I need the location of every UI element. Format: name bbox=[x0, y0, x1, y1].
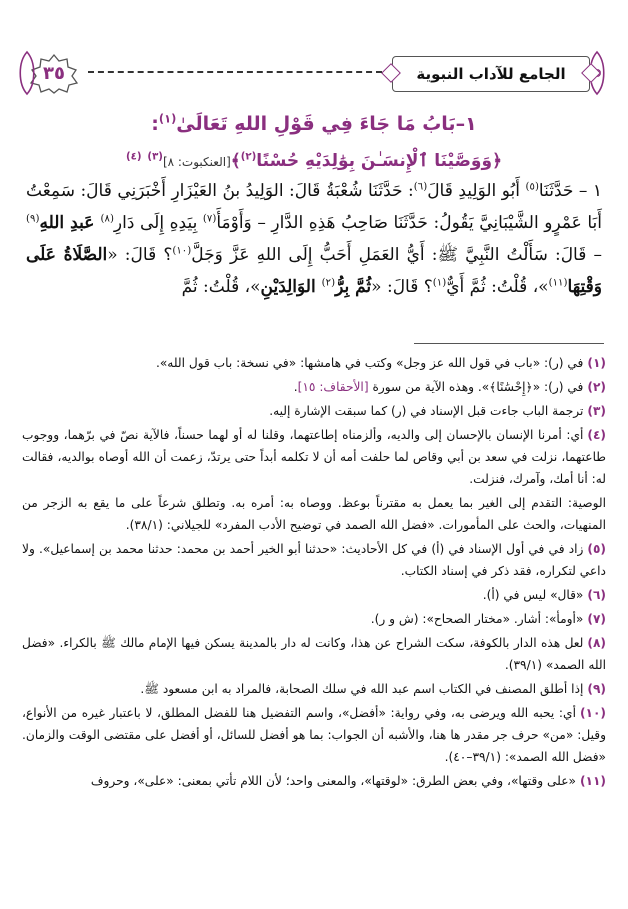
footnote-ref[interactable]: (٣) bbox=[147, 151, 163, 163]
book-title: الجامع للآداب النبوية bbox=[392, 56, 590, 92]
footnote-item: (٨)لعل هذه الدار بالكوفة، سكت الشراح عن هذا، وكانت له دار بالمدينة يسكن فيها الإمام مالك ﷺ بالكراء. «فضل الله الصمد» (٣٩/١). bbox=[22, 636, 606, 672]
header-ornament-left-icon bbox=[14, 50, 40, 96]
footnote-ref[interactable]: (٢) bbox=[240, 151, 257, 163]
quran-verse: ﴿وَوَصَّيْنَا ٱلْإِنسَـٰنَ بِوَٰلِدَيْهِ حُسْنًا$^{(٢)}$﴾[العنكبوت: ٨]$^{(٣)}$ $^{(٤)}$ bbox=[125, 151, 503, 171]
page-header bbox=[18, 50, 610, 96]
footnote-item: (١٠)أي: يحبه الله ويرضى به، وفي رواية: «أفضل»، واسم التفضيل هنا للفضل المطلق، لا باعتبار غيره من الأنواع، وقيل: «من» حرف جر مقدر ها هنا، والأشبه أن الجواب: بما هو أفضل للسائل، أو أفضل على مقتضى الوقت والزمان. «فضل الله الصمد»: (٣٩/١–٤٠). bbox=[22, 706, 606, 764]
header-dashed-divider bbox=[88, 71, 382, 73]
footnote-item: (١١)«على وقتها»، وفي بعض الطرق: «لوقتها»، والمعنى واحد؛ لأن اللام تأتي بمعنى: «على»، وحروف bbox=[90, 774, 606, 788]
verse-reference: [العنكبوت: ٨] bbox=[162, 155, 231, 169]
footnote-item: (٢)في (ر): «﴿إِحْسَٰنًا﴾». وهذه الآية من سورة [الأحقاف: ١٥]. bbox=[293, 380, 606, 394]
footnote-ref[interactable]: (١٠) bbox=[172, 245, 192, 257]
footnote-ref[interactable]: (٧) bbox=[202, 213, 217, 225]
footnote-separator bbox=[414, 343, 604, 344]
footnote-item: (٩)إذا أطلق المصنف في الكتاب اسم عبد الله في سلك الصحابة، فالمراد به ابن مسعود ﷺ. bbox=[140, 682, 606, 696]
footnote-continuation: الوصية: التقدم إلى الغير بما يعمل به مقترناً بوعظ. ووصاه به: أمره به. وتطلق شرعاً على ما يقع به الزجر من المنهيات، والحث على المأمورات. «فضل الله الصمد في توضيح الأدب المفرد» للجيلاني: (٣٨/١). bbox=[22, 496, 606, 532]
chapter-title: ١–بَابُ مَا جَاءَ فِي قَوْلِ اللهِ تَعَالَىٰ$^{(١)}$: bbox=[151, 111, 477, 135]
footnote-ref[interactable]: (٨) bbox=[100, 213, 114, 225]
page-number: ٣٥ bbox=[43, 62, 65, 84]
footnote-ref[interactable]: (٦) bbox=[413, 181, 428, 193]
footnote-ref[interactable]: (٤) bbox=[125, 151, 142, 163]
footnote-item: (٤)أي: أمرنا الإنسان بالإحسان إلى والديه، وألزمناه إطاعتهما، وقلنا له أو لهما حسناً، فالآية نصّ في برّهما، ووجوب طاعتهما، نزلت في سعد بن أبي وقاص لما حلفت أمه أن لا تكلمه أبداً حتى يرتدّ، زعمت أن الله أوصاه بوالديه، فقالت له: أنا أمك، وآمرك، فنزلت. bbox=[22, 428, 606, 486]
footnote-item: (١)في (ر): «باب في قول الله عز وجل» وكتب في هامشها: «في نسخة: باب قول الله». bbox=[155, 356, 606, 370]
hadith-text: ١ – حَدَّثَنَا$^{(٥)}$ أَبُو الوَلِيدِ قَالَ$^{(٦)}$: حَدَّثَنَا شُعْبَةُ قَالَ: الوَلِيدُ بنُ العَيْزَارِ أَخْبَرَنِي قَالَ: سَمِعْتُ أَبَا عَمْرٍو الشَّيْبَانِيَّ يَقُولُ: حَدَّثَنَا صَاحِبُ هَذِهِ الدَّارِ – وَأَوْمَأَ$^{(٧)}$ بِيَدِهِ إِلَى دَارِ$^{(٨)}$ عَبدِ اللهِ$^{(٩)}$ – قَالَ: سَأَلْتُ النَّبِيَّ ﷺ: أَيُّ العَمَلِ أَحَبُّ إِلَى اللهِ عَزَّ وَجَلَّ$^{(١٠)}$؟ قَالَ: «الصَّلَاةُ عَلَى وَقْتِهَا$^{(١١)}$»، قُلْتُ: ثُمَّ أَيٌّ$^{(١)}$؟ قَالَ: «ثُمَّ بِرُّ$^{(٢)}$ الوَالِدَيْنِ»، قُلْتُ: ثُمَّ bbox=[26, 181, 603, 297]
footnote-item: (٦)«قال» ليس في (أ). bbox=[482, 588, 606, 602]
footnote-item: (٥)زاد في في أول الإسناد في (أ) في كل الأحاديث: «حدثنا أبو الخير أحمد بن محمد: حدثنا محمد بن إسماعيل». ولا داعي لتكراره، فقد ذكر في إسناد الكتاب. bbox=[22, 542, 606, 578]
footnote-ref[interactable]: (٢) bbox=[321, 277, 336, 289]
footnote-ref[interactable]: (١١) bbox=[548, 277, 568, 289]
footnotes bbox=[22, 352, 606, 794]
footnote-item: (٧)«أومأ»: أشار. «مختار الصحاح»: (ش و ر). bbox=[370, 612, 606, 626]
footnote-ref[interactable]: (١) bbox=[158, 111, 177, 126]
footnote-ref[interactable]: (١) bbox=[432, 277, 447, 289]
footnote-ref[interactable]: (٥) bbox=[525, 181, 539, 193]
footnote-item: (٣)ترجمة الباب جاءت قبل الإسناد في (ر) كما سبقت الإشارة إليه. bbox=[269, 404, 606, 418]
footnote-ref[interactable]: (٩) bbox=[26, 213, 40, 225]
